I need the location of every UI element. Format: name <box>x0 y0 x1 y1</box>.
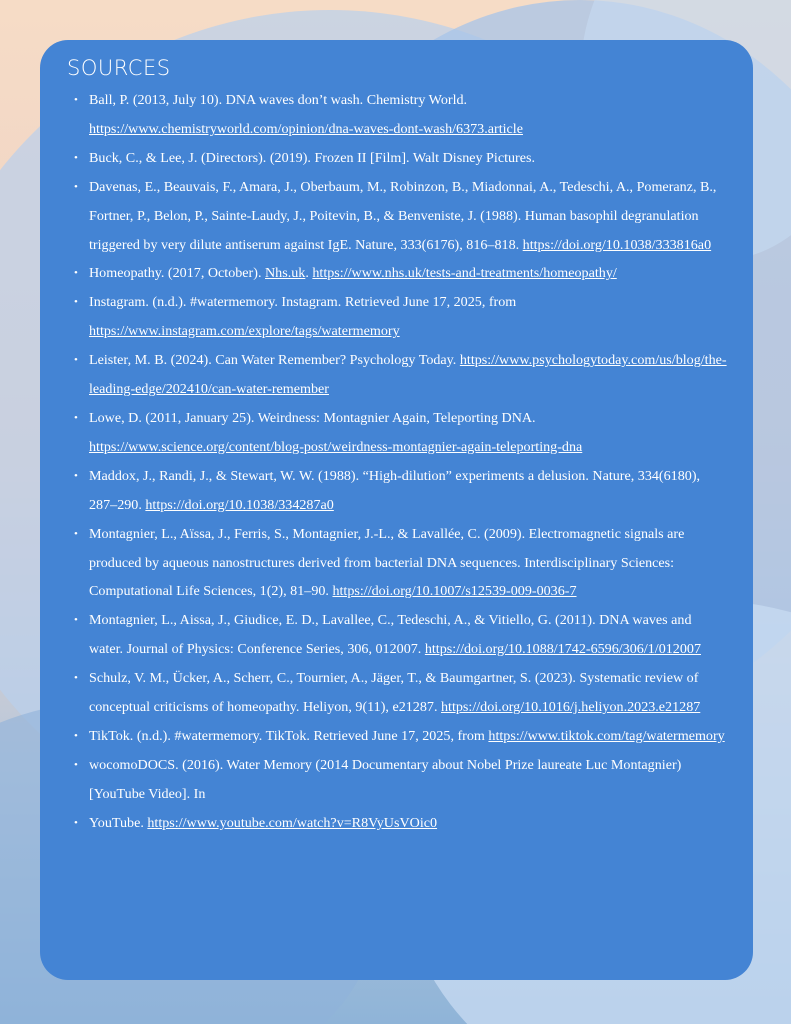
reference-item <box>67 288 727 346</box>
reference-item <box>67 144 727 173</box>
bullet-icon: • <box>74 672 78 685</box>
reference-text: Ball, P. (2013, July 10). DNA waves don’t wash. Chemistry World. <box>89 92 468 108</box>
bullet-icon: • <box>74 180 78 193</box>
bullet-icon: • <box>74 729 78 742</box>
reference-text: Leister, M. B. (2024). Can Water Remember? Psychology Today. <box>89 352 460 369</box>
bullet-icon: • <box>74 296 78 309</box>
reference-item <box>67 404 727 462</box>
reference-text: wocomoDOCS. (2016). Water Memory (2014 Documentary about Nobel Prize laureate Luc Montagnier) [YouTube Video]. In <box>89 756 682 802</box>
bullet-icon: • <box>74 411 78 424</box>
bullet-icon: • <box>74 816 78 829</box>
reference-link[interactable]: https://www.youtube.com/watch?v=R8VyUsVOic0 <box>147 814 438 831</box>
reference-link[interactable]: https://www.science.org/content/blog-post/weirdness-montagnier-again-teleporting-dna <box>89 438 583 455</box>
bullet-icon: • <box>74 267 78 280</box>
reference-text: Montagnier, L., Aïssa, J., Ferris, S., Montagnier, J.-L., & Lavallée, C. (2009). Electromagnetic signals are produced by aqueous nanostructures derived from bacterial DNA sequences. Interdisciplinary Sciences: Computational Life Sciences, 1(2), 81–90. <box>89 525 685 600</box>
reference-text: Maddox, J., Randi, J., & Stewart, W. W. (1988). “High-dilution” experiments a delusion. Nature, 334(6180), 287–290. <box>89 467 701 513</box>
reference-item <box>67 520 727 607</box>
reference-item <box>67 86 727 144</box>
bullet-icon: • <box>74 94 78 106</box>
reference-item <box>67 259 727 288</box>
reference-item <box>67 751 727 809</box>
reference-text: YouTube. <box>89 814 148 831</box>
bullet-icon: • <box>74 758 78 771</box>
reference-link[interactable]: https://doi.org/10.1016/j.heliyon.2023.e21287 <box>441 699 701 716</box>
reference-text: TikTok. (n.d.). #watermemory. TikTok. Retrieved June 17, 2025, from <box>89 727 489 744</box>
reference-link[interactable]: https://doi.org/10.1038/334287a0 <box>145 496 334 513</box>
reference-text: Homeopathy. (2017, October). <box>89 265 265 282</box>
bullet-icon: • <box>74 469 78 482</box>
bullet-icon: • <box>74 527 78 540</box>
reference-text: Davenas, E., Beauvais, F., Amara, J., Oberbaum, M., Robinzon, B., Miadonnai, A., Tedeschi, A., Pomeranz, B., Fortner, P., Belon, P., Sainte-Laudy, J., Poitevin, B., & Benveniste, J. (1988). Human basophil degranulation triggered by very dilute antiserum against IgE. Nature, 333(6176), 816–818. <box>89 178 717 253</box>
reference-item <box>67 173 727 260</box>
bullet-icon: • <box>74 151 78 164</box>
reference-item <box>67 606 727 664</box>
reference-item <box>67 664 727 722</box>
sources-card <box>40 40 753 980</box>
reference-link[interactable]: https://www.instagram.com/explore/tags/watermemory <box>89 323 400 340</box>
reference-link[interactable]: https://www.nhs.uk/tests-and-treatments/homeopathy/ <box>312 265 617 282</box>
reference-item <box>67 809 727 838</box>
page-title: SOURCES <box>67 56 171 80</box>
reference-text: Lowe, D. (2011, January 25). Weirdness: Montagnier Again, Teleporting DNA. <box>89 409 536 426</box>
bullet-icon: • <box>74 614 78 627</box>
reference-item <box>67 722 727 751</box>
reference-link[interactable]: https://www.psychologytoday.com/us/blog/the-leading-edge/202410/can-water-remember <box>89 352 727 398</box>
reference-link[interactable]: https://doi.org/10.1038/333816a0 <box>522 236 712 253</box>
references-list <box>67 86 727 838</box>
reference-link[interactable]: https://doi.org/10.1007/s12539-009-0036-7 <box>332 583 577 600</box>
reference-link[interactable]: https://www.tiktok.com/tag/watermemory <box>488 727 725 744</box>
reference-site-link[interactable]: Nhs.uk <box>265 265 306 282</box>
reference-text: Instagram. (n.d.). #watermemory. Instagram. Retrieved June 17, 2025, from <box>89 294 517 311</box>
reference-item <box>67 462 727 520</box>
reference-separator: . <box>305 265 313 282</box>
bullet-icon: • <box>74 354 78 367</box>
reference-text: Buck, C., & Lee, J. (Directors). (2019). Frozen II [Film]. Walt Disney Pictures. <box>89 149 535 166</box>
reference-link[interactable]: https://www.chemistryworld.com/opinion/dna-waves-dont-wash/6373.article <box>89 120 523 137</box>
reference-text: Montagnier, L., Aissa, J., Giudice, E. D., Lavallee, C., Tedeschi, A., & Vitiello, G. (2011). DNA waves and water. Journal of Physics: Conference Series, 306, 012007. <box>89 612 692 658</box>
reference-item <box>67 346 727 404</box>
reference-text: Schulz, V. M., Ücker, A., Scherr, C., Tournier, A., Jäger, T., & Baumgartner, S. (2023). Systematic review of conceptual criticisms of homeopathy. Heliyon, 9(11), e21287. <box>89 670 699 716</box>
reference-link[interactable]: https://doi.org/10.1088/1742-6596/306/1/012007 <box>424 641 701 658</box>
